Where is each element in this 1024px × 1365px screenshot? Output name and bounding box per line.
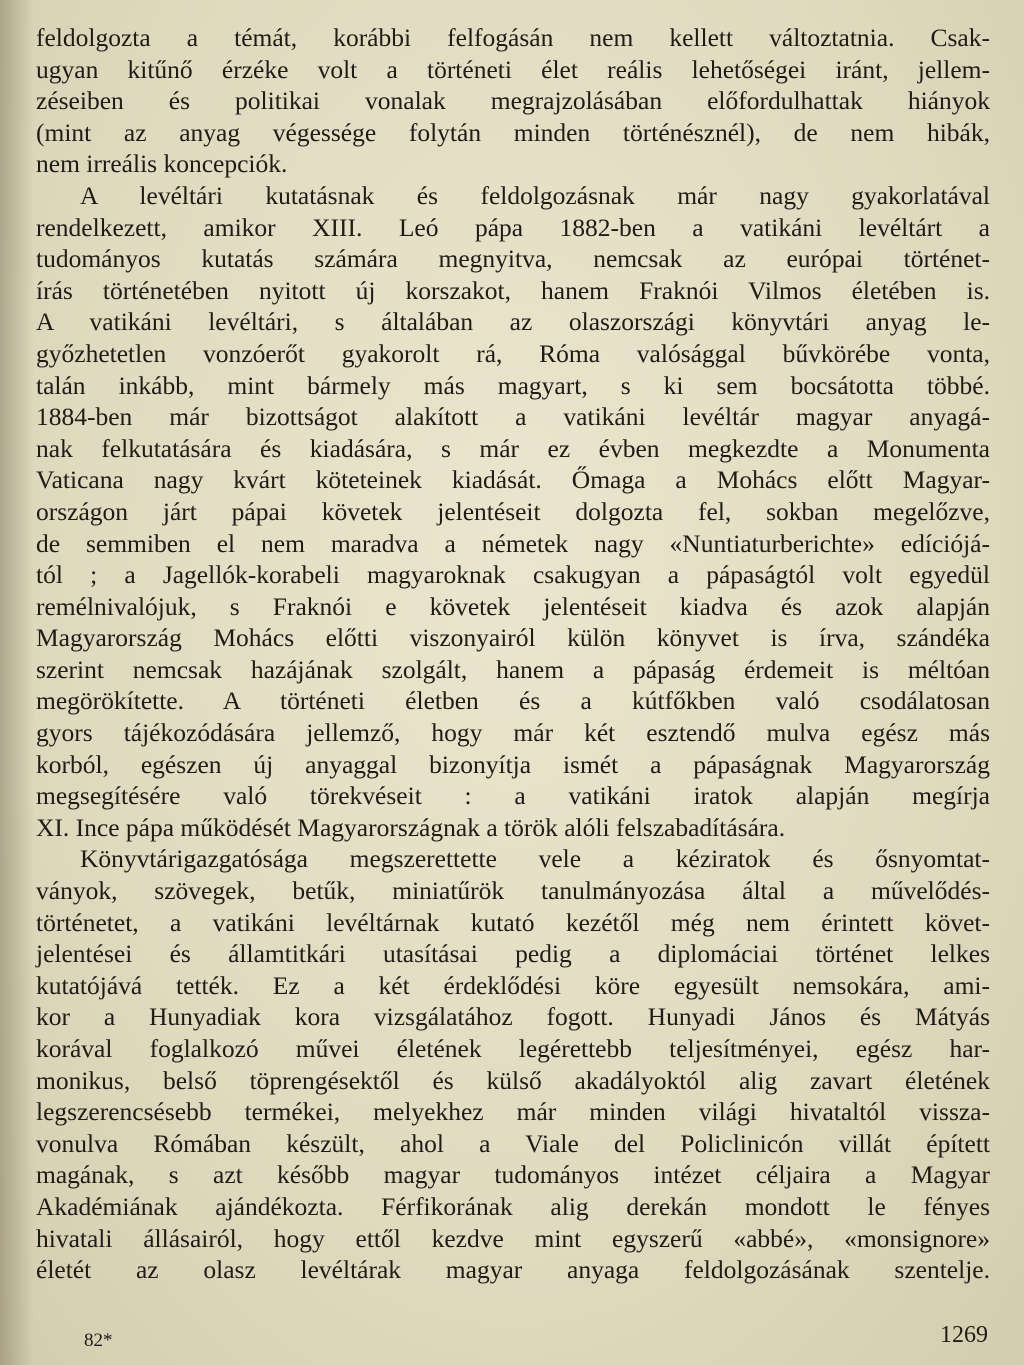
text-line: Vaticana nagy kvárt köteteinek kiadását. Őmaga a Mohács előtt Magyar-	[36, 465, 990, 495]
text-line: A vatikáni levéltári, s általában az olaszországi könyvtári anyag le-	[36, 307, 990, 337]
page-number: 1269	[940, 1322, 988, 1348]
text-line: hivatali állásairól, hogy ettől kezdve mint egyszerű «abbé», «monsignore»	[36, 1223, 990, 1253]
text-line: gyors tájékozódására jellemző, hogy már két esztendő mulva egész más	[36, 718, 990, 748]
text-line: legszerencsésebb termékei, melyekhez már minden világi hivataltól vissza-	[36, 1097, 990, 1127]
text-line: megsegítésére való törekvéseit : a vatikáni iratok alapján megírja	[36, 781, 990, 811]
text-line: magának, s azt később magyar tudományos intézet céljaira a Magyar	[36, 1160, 990, 1190]
text-line: győzhetetlen vonzóerőt gyakorolt rá, Róma valósággal bűvkörébe vonta,	[36, 338, 990, 368]
text-line: monikus, belső töprengésektől és külső akadályoktól alig zavart életének	[36, 1065, 990, 1095]
text-line: ványok, szövegek, betűk, miniatűrök tanulmányozása által a művelődés-	[36, 876, 990, 906]
body-text	[36, 22, 990, 1286]
text-line: kutatójává tették. Ez a két érdeklődési köre egyesült nemsokára, ami-	[36, 970, 990, 1000]
paragraph-end-line: életét az olasz levéltárak magyar anyaga feldolgozásának szentelje.	[36, 1255, 990, 1285]
paragraph-start-line: A levéltári kutatásnak és feldolgozásnak már nagy gyakorlatával	[80, 180, 990, 210]
text-line: feldolgozta a témát, korábbi felfogásán nem kellett változtatnia. Csak-	[36, 23, 990, 52]
text-line: Akadémiának ajándékozta. Férfikorának alig derekán mondott le fényes	[36, 1191, 990, 1221]
paragraph-start-line: Könyvtárigazgatósága megszerettette vele a kéziratok és ősnyomtat-	[80, 844, 990, 874]
paragraph-end-line: XI. Ince pápa működését Magyarországnak a török alóli felszabadítására.	[36, 812, 786, 842]
signature-mark: 82*	[84, 1330, 113, 1351]
text-line: korával foglalkozó művei életének legérettebb teljesítményei, egész har-	[36, 1034, 990, 1063]
text-line: rendelkezett, amikor XIII. Leó pápa 1882-ben a vatikáni levéltárt a	[36, 212, 990, 242]
text-line: vonulva Rómában készült, ahol a Viale del Policlinicón villát épített	[36, 1128, 990, 1158]
text-line: megörökítette. A történeti életben és a kútfőkben való csodálatosan	[36, 686, 990, 716]
text-line: tudományos kutatás számára megnyitva, nemcsak az európai történet-	[36, 244, 990, 274]
text-line: szerint nemcsak hazájának szolgált, hanem a pápaság érdemeit is méltóan	[36, 654, 990, 684]
binding-gutter-shadow	[0, 0, 34, 1365]
text-line: remélnivalójuk, s Fraknói e követek jelentéseit kiadva és azok alapján	[36, 591, 990, 621]
paragraph-end-line: nem irreális koncepciók.	[36, 149, 288, 179]
text-line: ugyan kitűnő érzéke volt a történeti élet reális lehetőségei iránt, jellem-	[36, 54, 990, 84]
text-line: jelentései és államtitkári utasításai pedig a diplomáciai történet lelkes	[36, 939, 990, 969]
text-line: történetet, a vatikáni levéltárnak kutató kezétől még nem érintett követ-	[36, 907, 990, 937]
text-line: talán inkább, mint bármely más magyart, s ki sem bocsátotta többé.	[36, 370, 990, 400]
text-line: országon járt pápai követek jelentéseit dolgozta fel, sokban megelőzve,	[36, 496, 990, 526]
text-line: korból, egészen új anyaggal bizonyítja ismét a pápaságnak Magyarország	[36, 749, 990, 779]
text-line: (mint az anyag végessége folytán minden történésznél), de nem hibák,	[36, 117, 990, 147]
text-line: 1884-ben már bizottságot alakított a vatikáni levéltár magyar anyagá-	[36, 402, 990, 432]
text-line: nak felkutatására és kiadására, s már ez évben megkezdte a Monumenta	[36, 433, 990, 463]
text-line: kor a Hunyadiak kora vizsgálatához fogott. Hunyadi János és Mátyás	[36, 1002, 990, 1032]
text-line: zéseiben és politikai vonalak megrajzolásában előfordulhattak hiányok	[36, 86, 990, 116]
text-line: de semmiben el nem maradva a németek nagy «Nuntiaturberichte» edíciójá-	[36, 528, 990, 558]
text-line: tól ; a Jagellók-korabeli magyaroknak csakugyan a pápaságtól volt egyedül	[36, 560, 990, 590]
text-line: Magyarország Mohács előtti viszonyairól külön könyvet is írva, szándéka	[36, 623, 990, 653]
text-line: írás történetében nyitott új korszakot, hanem Fraknói Vilmos életében is.	[36, 275, 990, 305]
